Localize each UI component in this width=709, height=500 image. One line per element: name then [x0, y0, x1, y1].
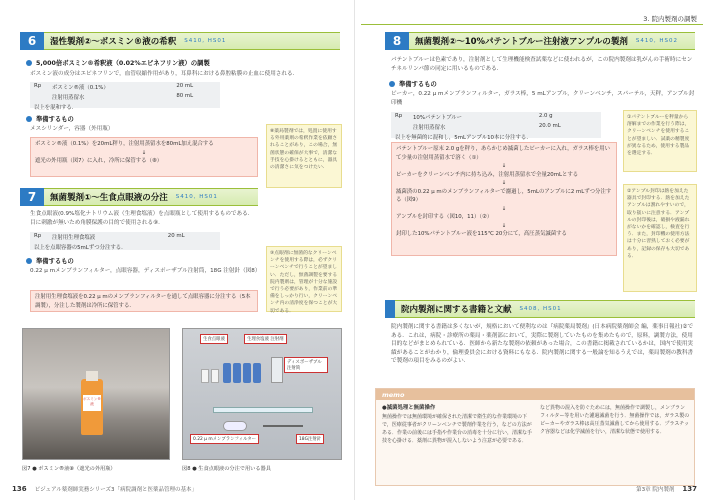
photo-bosmin-bottle	[22, 328, 170, 460]
paragraph-1: ボスミン液の成分はエピネフリンで，血管収縮作用があり，耳鼻科における鼻腔粘膜の止血に使用される.	[30, 71, 295, 77]
fig-label-needle: 18G注射針	[296, 434, 324, 444]
section-title: 湿性製剤②～ボスミン®液の希釈	[50, 37, 177, 47]
running-header: 3. 院内製剤の調製	[643, 15, 697, 23]
memo-subhead: ●滅菌処理と無菌操作	[382, 405, 436, 411]
bottle-cap-icon	[86, 371, 98, 381]
prescription-box: Rp 10%パテントブルー 2.0 g 注射用蒸留水 20.0 mL 以上を無菌的に混和し，5mLアンプル10本に分注する．	[391, 112, 601, 138]
fig-label-syringe: ディスポーザブル 注射筒	[284, 357, 328, 373]
section-title: 無菌製剤①～生食点眼液の分注	[50, 193, 168, 203]
paragraph-3: 院内製剤に関する書籍は多くないが，規格において便利なのは『病院薬局製剤』(日本病院薬剤師会 編，薬事日報社)②である．これは，病院・診療所の薬局・薬剤部において，実際に製剤していたものを集めたもので，原料，調製方法，使用目的などがまとめられている．医師から新たな製剤の依頼があった場合，この書籍に掲載されているかは，国内で使用実績があることがわかり，倫理委員会における資料にもなる．院内製剤に関する一般論を知るうえでは，薬局製剤の教科書で製剤の項目をみるのがよい．	[391, 324, 694, 364]
eyedrop-vial-icon	[211, 369, 219, 383]
bullet-heading-1: 準備するもの	[389, 79, 437, 88]
eyedrop-bottle-icon	[223, 363, 231, 383]
eyedrop-bottle-icon	[233, 363, 241, 383]
fig-label-eyedrop: 生食点眼液	[200, 334, 228, 344]
section-code: S410, HS01	[184, 38, 227, 44]
needle-icon	[263, 425, 303, 427]
bottle-label: ボスミン®液	[83, 395, 101, 411]
memo-column-1: 無菌操作では無菌環境が確保された清潔で衛生的な作業環境の下で，医療従事者がクリーンベンチで製剤作業を行う，などの方法がある．作業の前後には手指や作業台の消毒を十分に行い，清潔な手技を心掛ける．薬剤に異物が混入しないよう注意が必要である．	[382, 414, 533, 444]
bullet-heading-2: 準備するもの	[26, 114, 74, 123]
section-books-header	[385, 300, 695, 318]
running-header-rule	[361, 24, 703, 25]
bullet-dot-icon	[26, 116, 32, 122]
procedure-box-2: 注射用生理食塩液を0.22 μ mのメンブランフィルターを通して点眼容器に分注する（5本調製），分注した製剤は冷所に保管する．	[30, 290, 258, 312]
section-6-header	[20, 32, 340, 50]
memo-header: memo	[376, 389, 694, 400]
bullet-heading-3: 準備するもの	[26, 256, 74, 265]
fig-label-saline: 生理食塩液 注射剤	[244, 334, 287, 344]
fig-label-filter: 0.22 μ mメンブランフィルター	[190, 434, 259, 444]
page-number: 137	[682, 485, 697, 493]
side-note-1: ①パテントブルーを秤量から溶解までの作業を行う際は，クリーンベンチを使用することが望ましい．試薬の精製度が異なるため，使用する製品を選定する．	[623, 110, 697, 172]
footer-text: ビジュアル薬剤師実務シリーズ3「病院調剤と医薬品管理の基本」	[34, 487, 198, 493]
footer-text: 第3章 院内製剤	[636, 487, 675, 493]
figure-caption-8: 図8 ● 生食点眼液の分注で用いる器具	[182, 466, 271, 472]
syringe-icon	[213, 407, 313, 413]
section-code: S410, HS02	[635, 38, 678, 44]
memo-column-2: など異物の混入を防ぐためには，無菌操作で調製し，メンブランフィルター等を用いた濾過滅菌を行う．無菌操作では，ガラス製のビーカーやガラス棒は高圧蒸気滅菌してから使用する．プラスチック容器などは化学滅菌を行い，清潔な状態で使用する．	[540, 405, 690, 435]
bullet-heading-1: 5,000倍ボスミン®希釈液（0.02%エピネフリン液）の調製	[26, 58, 210, 67]
procedure-box: パテントブルー原末 2.0 gを秤り，あらかじめ滅菌したビーカーに入れ，ガラス棒を用いて少量の注射用蒸留水で溶く（①） ↓ ビーカーをクリーンベンチ内に持ち込み，注射用蒸留水で全量20mLとする ↓ 滅菌済の0.22 μ mのメンブランフィルターで濾過し，5mLのアンプルに2 mLずつ分注する（図9） ↓ アンプルを封印する（図10，11）（②） ↓ 封印した10%パテントブルー液を115℃ 20分にて，高圧蒸気滅菌する	[391, 142, 617, 256]
right-footer	[367, 481, 697, 497]
left-footer	[12, 481, 342, 497]
prescription-box-2: Rp 注射用生理食塩液 20 mL 以上を点眼容器の5mLずつ分注する.	[30, 232, 220, 250]
procedure-box-1: ボスミン®液（0.1%）を20mL秤り，注射用蒸留水を80mL加え混合する ↓ 遮光の外用瓶（図7）に入れ，冷所に保管する（⑧）	[30, 137, 258, 177]
page-number: 136	[12, 485, 27, 493]
bullet-dot-icon	[26, 258, 32, 264]
memo-box	[375, 388, 695, 486]
bullet-dot-icon	[26, 60, 32, 66]
saline-ampoule-icon	[271, 357, 283, 383]
paragraph-2: メスシリンダー，容器（外用瓶）	[30, 126, 114, 132]
eyedrop-bottle-icon	[253, 363, 261, 383]
prescription-box-1: Rp ボスミン®液（0.1%） 20 mL 注射用蒸留水 80 mL 以上を混和する.	[30, 82, 220, 108]
section-number: 8	[385, 32, 409, 50]
left-page	[0, 0, 354, 500]
bullet-dot-icon	[389, 81, 395, 87]
filter-icon	[223, 421, 247, 431]
eyedrop-bottle-icon	[243, 363, 251, 383]
side-note-2: ⑨点眼剤に無菌的なクリーンベンチを使用する際は，必ずクリーンベンチで行うことが望ましい．ただし，無菌調製を要する院内製剤は，管理が十分な施設で行う必要があり，作業前の準備をしっかり行い，クリーンベンチ内の清浄度を保つことが大切である．	[266, 246, 342, 312]
section-title: 無菌製剤②～10%パテントブルー注射液アンプルの製剤	[415, 37, 628, 47]
section-code: S410, HS01	[175, 194, 218, 200]
section-8-header	[385, 32, 695, 50]
section-7-header	[20, 188, 258, 206]
figure-caption-7: 図7 ● ボスミン®液⑧（遮光の外用瓶）	[22, 466, 116, 472]
section-number: 7	[20, 188, 44, 206]
section-marker	[385, 300, 395, 318]
paragraph-4: 0.22 μ mメンブランフィルター，点眼容器，ディスポーザブル注射筒，18G 注射針（図8）	[30, 268, 261, 274]
paragraph-1: パテントブルーは色素であり，注射剤として生理機能検査試薬などに使われるが，この院内製剤は乳がんの手術時にセンチネルリンパ節の同定に用いるものである．	[391, 57, 693, 72]
paragraph-3: 生食点眼液(0.9%塩化ナトリウム液（生理食塩液）を点眼瓶として使用するものである．目に刺激が無いため角膜保護の目的で使用される⑨.	[30, 211, 254, 226]
section-title: 院内製剤に関する書籍と文献	[401, 305, 512, 315]
paragraph-2: ビーカー，0.22 μ mメンブランフィルター，ガラス棒，5 mLアンプル，クリーンベンチ，スパーテル，天秤，アンプル封印機	[391, 91, 695, 106]
section-code: S408, HS01	[519, 306, 562, 312]
right-page	[355, 0, 709, 500]
side-note-1: ⑧薬局製剤では，処置に使用する外用薬剤の希釈作業を依頼されることがあり，この場合，無菌状態の確保が大事で，清潔な手技を心掛けるとともに，器具の清潔さに気をつけたい.	[266, 124, 342, 188]
side-note-2: ②アンプル封印は熱を加えた器具で封印する．熱を加えたアンプルは割れやすいので，取り扱いに注意する．アンプルの封印後は，破損や液漏れがないかを確認し，検査を行う．また，封印機の使用方法は十分に習熟しておく必要があり，記録の保存も大切である．	[623, 184, 697, 292]
eyedrop-vial-icon	[201, 369, 209, 383]
section-number: 6	[20, 32, 44, 50]
